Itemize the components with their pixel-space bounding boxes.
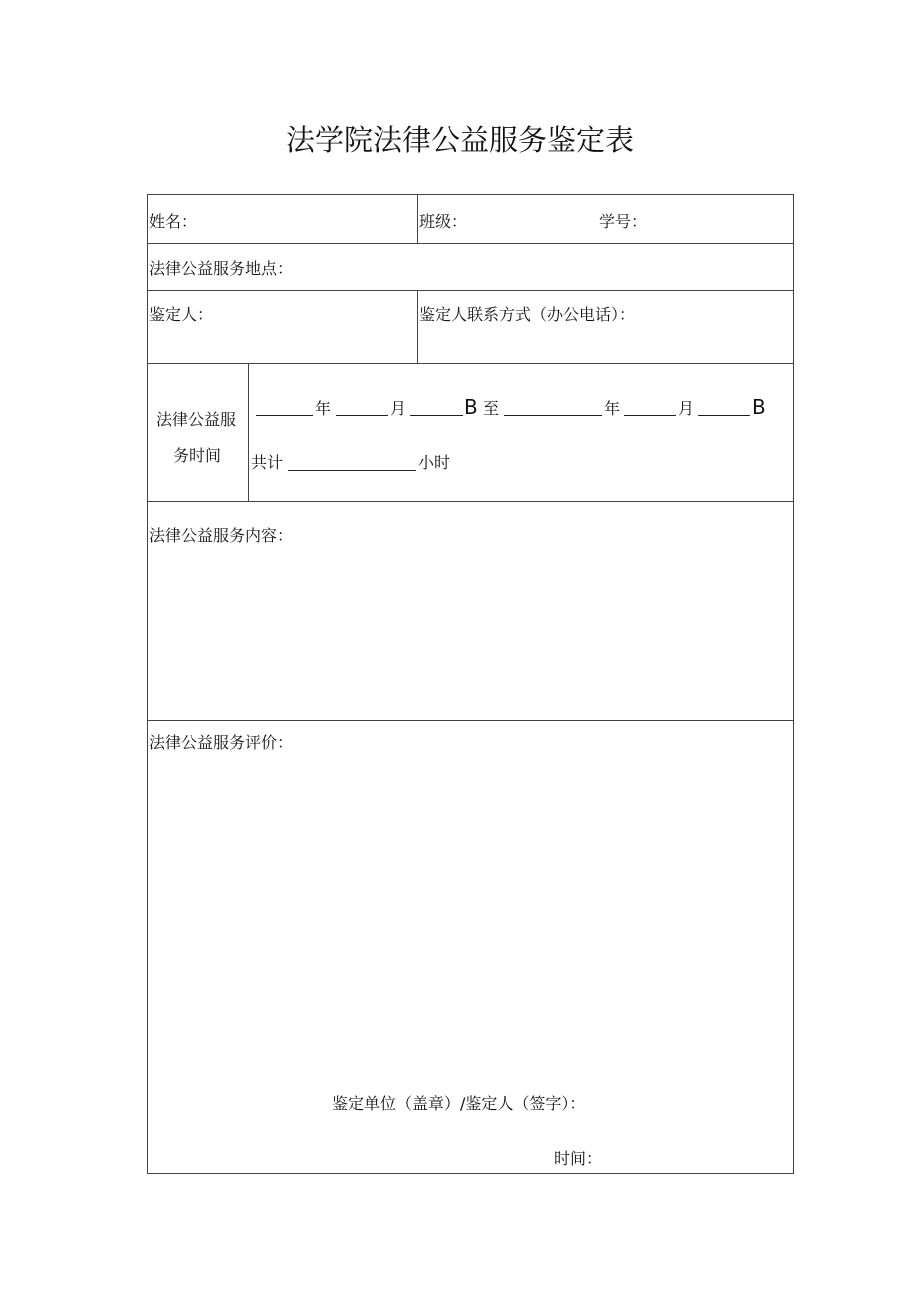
row-divider [148, 363, 793, 364]
signature-label: 鉴定单位（盖章）/鉴定人（签字）： [332, 1094, 586, 1113]
service-evaluation-label: 法律公益服务评价： [149, 733, 294, 752]
total-label: 共计 [251, 453, 284, 472]
appraiser-contact-label: 鉴定人联系方式（办公电话）： [419, 305, 636, 324]
date-label: 时间： [554, 1149, 603, 1168]
name-label: 姓名： [149, 212, 198, 231]
total-hours-blank[interactable] [288, 470, 416, 471]
class-label: 班级： [419, 212, 468, 231]
end-year-blank[interactable] [504, 415, 602, 416]
service-location-label: 法律公益服务地点： [149, 259, 294, 278]
year-label: 年 [604, 399, 621, 418]
appraiser-contact-field[interactable] [419, 329, 789, 349]
class-field[interactable] [470, 212, 590, 232]
student-id-field[interactable] [650, 212, 790, 232]
column-divider [417, 290, 418, 363]
row-divider [148, 720, 793, 721]
student-id-label: 学号： [599, 212, 648, 231]
name-field[interactable] [198, 212, 413, 232]
month-label: 月 [390, 399, 407, 418]
appraiser-label: 鉴定人： [149, 305, 214, 324]
day-label: B [464, 395, 478, 419]
start-day-blank[interactable] [410, 415, 463, 416]
row-divider [148, 290, 793, 291]
hours-label: 小时 [418, 453, 451, 472]
to-label: 至 [483, 399, 500, 418]
service-content-area[interactable] [149, 551, 789, 711]
column-divider [248, 363, 249, 501]
service-content-label: 法律公益服务内容： [149, 526, 294, 545]
start-year-blank[interactable] [256, 415, 313, 416]
start-month-blank[interactable] [336, 415, 388, 416]
page-title: 法学院法律公益服务鉴定表 [285, 123, 634, 157]
appraiser-field[interactable] [216, 305, 411, 325]
end-month-blank[interactable] [624, 415, 676, 416]
row-divider [148, 243, 793, 244]
service-location-field[interactable] [300, 259, 790, 279]
month-label: 月 [678, 399, 695, 418]
service-time-label-line2: 务时间 [173, 446, 222, 465]
appraisal-form [147, 194, 794, 1174]
year-label: 年 [315, 399, 332, 418]
end-day-blank[interactable] [698, 415, 750, 416]
day-label: B [752, 395, 766, 419]
service-time-label-line1: 法律公益服 [156, 410, 237, 429]
column-divider [417, 195, 418, 243]
row-divider [148, 501, 793, 502]
service-evaluation-area[interactable] [149, 757, 789, 1087]
